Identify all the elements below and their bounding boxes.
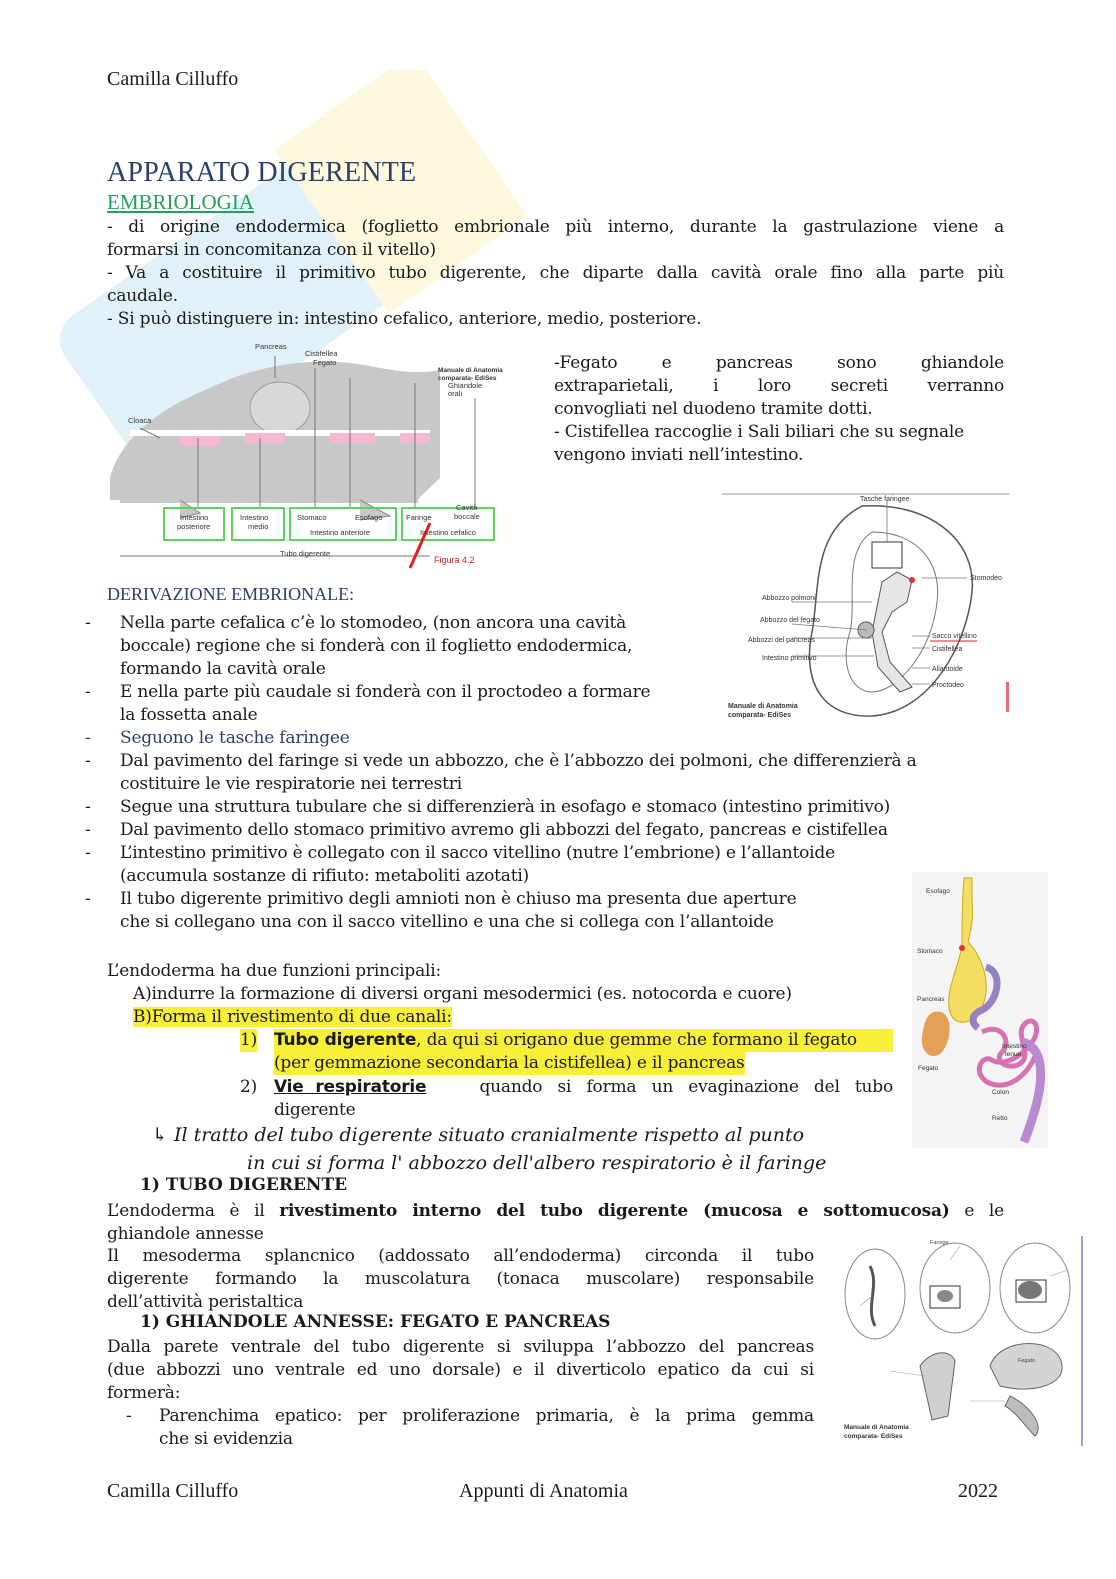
bullet: -	[85, 820, 91, 840]
ghiandole-heading: 1) GHIANDOLE ANNESSE: FEGATO E PANCREAS	[140, 1312, 611, 1332]
label-faringe: Faringe	[930, 1240, 949, 1246]
marker: 2)	[240, 1077, 258, 1097]
label-stomaco: Stomaco	[297, 513, 327, 522]
tubo-paragraph-2	[107, 1245, 814, 1314]
line: che si evidenzia	[159, 1429, 293, 1449]
list-item	[85, 750, 1004, 796]
formula-line: ↳ Il tratto del tubo digerente situato cranialmente rispetto al punto	[152, 1124, 805, 1146]
ghiandole-list-item	[126, 1405, 814, 1451]
intro-line: - Si può distinguere in: intestino cefalico, anteriore, medio, posteriore.	[107, 309, 702, 329]
header-author: Camilla Cilluffo	[107, 68, 239, 90]
label-manuale: Manuale di Anatomia	[728, 703, 798, 710]
label-cistifellea: Cistifellea	[932, 646, 963, 653]
line: L’intestino primitivo è collegato con il sacco vitellino (nutre l’embrione) e l’allantoide	[120, 843, 835, 863]
function-b	[133, 1006, 452, 1029]
intro-line: - di origine endodermica (foglietto embrionale più interno, durante la gastrulazione viene a	[107, 217, 1004, 237]
label-pancreas: Pancreas	[255, 342, 287, 351]
label-retto: Retto	[992, 1115, 1008, 1122]
line: , da qui si origano due gemme che formano il fegato	[416, 1030, 857, 1050]
line: quando si forma un evaginazione del tubo	[479, 1077, 893, 1097]
line: formerà:	[107, 1383, 181, 1403]
list-item	[85, 796, 1004, 819]
line: Il mesoderma splancnico (addossato all’endoderma) circonda il tubo	[107, 1246, 814, 1266]
bullet: -	[85, 682, 91, 702]
label-fegato: Fegato	[918, 1065, 939, 1072]
list-item	[85, 819, 1004, 842]
bullet: -	[85, 889, 91, 909]
label-abbozzi-pancreas: Abbozzi del pancreas	[748, 637, 815, 644]
label-stomodeo: Stomodeo	[970, 575, 1002, 582]
formula-line: in cui si forma l' abbozzo dell'albero respiratorio è il faringe	[247, 1152, 827, 1174]
label-comparata: comparata- EdiSes	[844, 1433, 903, 1440]
line: Dalla parete ventrale del tubo digerente si sviluppa l’abbozzo del pancreas	[107, 1337, 814, 1357]
line: formando la cavità orale	[120, 659, 326, 679]
tubo-digerente-bold: Tubo digerente	[274, 1030, 417, 1050]
label-ghiandole: Ghiandole	[448, 381, 483, 390]
digestive-tract-figure	[912, 872, 1048, 1148]
line: E nella parte più caudale si fonderà con il proctodeo a formare	[120, 682, 651, 702]
label-manuale: Manuale di Anatomia	[438, 367, 503, 374]
bullet: -	[85, 797, 91, 817]
bullet: -	[126, 1406, 132, 1426]
text: e le	[949, 1201, 1004, 1221]
label-orali: orali	[448, 389, 463, 398]
list-item	[85, 681, 1004, 727]
line: Parenchima epatico: per proliferazione primaria, è la prima gemma	[159, 1406, 814, 1426]
derivazione-heading: DERIVAZIONE EMBRIONALE:	[107, 584, 355, 604]
label-comparata: comparata- EdiSes	[728, 712, 792, 719]
label-manuale: Manuale di Anatomia	[844, 1424, 909, 1431]
label-tubo: Tubo digerente	[280, 549, 331, 558]
intro-line: - Va a costituire il primitivo tubo digerente, che diparte dalla cavità orale fino alla parte più	[107, 263, 1004, 283]
liver-pancreas-development-figure	[830, 1236, 1084, 1448]
line: digerente	[274, 1100, 356, 1120]
line: Dal pavimento dello stomaco primitivo avremo gli abbozzi del fegato, pancreas e cistifellea	[120, 820, 888, 840]
line: Seguono le tasche faringee	[120, 728, 350, 748]
label-faringe: Faringe	[406, 513, 432, 522]
side-line: extraparietali, i loro secreti verranno	[554, 376, 1004, 396]
label-tenue: tenue	[1005, 1051, 1022, 1058]
function-a	[133, 983, 792, 1006]
line: digerente formando la muscolatura (tonaca muscolare) responsabile	[107, 1269, 814, 1289]
function-b-text: Forma il rivestimento di due canali:	[151, 1007, 452, 1027]
label-abbozzo-polmoni: Abbozzo polmoni	[762, 595, 816, 602]
label-figura: Figura 4.2	[434, 555, 475, 565]
section-subtitle: EMBRIOLOGIA	[107, 190, 254, 214]
side-line: - Cistifellea raccoglie i Sali biliari che su segnale	[554, 422, 965, 442]
label-int-post2: posteriore	[177, 522, 211, 531]
line: dell’attività peristaltica	[107, 1292, 304, 1312]
derivazione-list	[85, 612, 1004, 934]
label-comparata: comparata- EdiSes	[438, 375, 497, 382]
label-int-post: Intestino	[180, 513, 209, 522]
label-esofago: Esofago	[926, 888, 950, 895]
label-stomaco: Stomaco	[917, 948, 943, 955]
vie-respiratorie-bold: Vie respiratorie	[274, 1077, 427, 1097]
line: Dal pavimento del faringe si vede un abbozzo, che è l’abbozzo dei polmoni, che differenzierà a	[120, 751, 917, 771]
side-line: -Fegato e pancreas sono ghiandole	[554, 353, 1004, 373]
footer-title: Appunti di Anatomia	[459, 1480, 628, 1502]
canal-1	[240, 1029, 893, 1075]
label-cavita: Cavità	[456, 503, 478, 512]
footer-year: 2022	[958, 1480, 998, 1502]
bullet: -	[85, 751, 91, 771]
function-a-text: indurre la formazione di diversi organi mesodermici (es. notocorda e cuore)	[151, 984, 792, 1004]
label-fegato: Fegato	[1018, 1358, 1036, 1364]
line: (accumula sostanze di rifiuto: metaboliti azotati)	[120, 866, 529, 886]
label-pancreas: Pancreas	[917, 996, 945, 1003]
list-item	[85, 612, 1004, 681]
line: Il tubo digerente primitivo degli amnioti non è chiuso ma presenta due aperture	[120, 889, 797, 909]
label-intestino-primitivo: Intestino primitivo	[762, 655, 817, 662]
marker: 1)	[240, 1030, 258, 1050]
label-esofago: Esofago	[355, 513, 383, 522]
label-allantoide: Allantoide	[932, 666, 963, 673]
label-tasche: Tasche faringee	[860, 496, 910, 503]
line: ghiandole annesse	[107, 1224, 264, 1244]
line: boccale) regione che si fonderà con il foglietto endodermica,	[120, 636, 633, 656]
endoderma-intro: L’endoderma ha due funzioni principali:	[107, 961, 442, 981]
list-item	[85, 842, 1004, 888]
line: costituire le vie respiratorie nei terrestri	[120, 774, 462, 794]
tubo-heading: 1) TUBO DIGERENTE	[140, 1175, 348, 1195]
label-colon: Colon	[992, 1089, 1009, 1096]
list-item	[85, 727, 1004, 750]
label-intestino: Intestino	[1002, 1043, 1027, 1050]
ghiandole-paragraph	[107, 1336, 814, 1405]
line: Segue una struttura tubulare che si differenzierà in esofago e stomaco (intestino primitivo)	[120, 797, 891, 817]
label-int-medio: Intestino	[240, 513, 269, 522]
marker: A)	[133, 984, 152, 1004]
label-boccale: boccale	[454, 512, 480, 521]
label-cistifellea: Cistifellea	[305, 349, 338, 358]
label-cloaca: Cloaca	[128, 416, 152, 425]
marker: B)	[133, 1007, 152, 1027]
line: Nella parte cefalica c’è lo stomodeo, (non ancora una cavità	[120, 613, 627, 633]
embryo-gut-diagram-figure	[100, 338, 540, 570]
canal-2	[240, 1076, 893, 1122]
bullet: -	[85, 843, 91, 863]
label-sacco: Sacco vitellino	[932, 633, 977, 640]
intro-line: formarsi in concomitanza con il vitello)	[107, 240, 436, 260]
text: L’endoderma è il	[107, 1201, 280, 1221]
label-fegato: Fegato	[313, 358, 337, 367]
footer-author: Camilla Cilluffo	[107, 1480, 239, 1502]
formula-note	[152, 1121, 826, 1177]
side-line: vengono inviati nell’intestino.	[554, 445, 804, 465]
bullet: -	[85, 728, 91, 748]
page-title: APPARATO DIGERENTE	[107, 157, 417, 188]
label-proctodeo: Proctodeo	[932, 682, 964, 689]
label-int-cefalico: Intestino cefalico	[420, 528, 476, 537]
list-item	[85, 888, 1004, 934]
line: che si collegano una con il sacco vitellino e una che si collega con l’allantoide	[120, 912, 774, 932]
line: (due abbozzi uno ventrale ed uno dorsale) e il diverticolo epatico da cui si	[107, 1360, 814, 1380]
label-int-medio2: medio	[248, 522, 269, 531]
side-paragraph	[554, 352, 1004, 467]
line: (per gemmazione secondaria la cistifellea) e il pancreas	[274, 1053, 745, 1073]
side-line: convogliati nel duodeno tramite dotti.	[554, 399, 873, 419]
label-int-anteriore: Intestino anteriore	[310, 528, 371, 537]
intro-paragraph	[107, 216, 1004, 331]
label-abbozzo-fegato: Abbozzo del fegato	[760, 617, 820, 624]
canal-1-line1	[240, 1029, 893, 1052]
intro-line: caudale.	[107, 286, 178, 306]
bold-text: rivestimento interno del tubo digerente (mucosa e sottomucosa)	[279, 1201, 950, 1221]
bullet: -	[85, 613, 91, 633]
line: la fossetta anale	[120, 705, 258, 725]
